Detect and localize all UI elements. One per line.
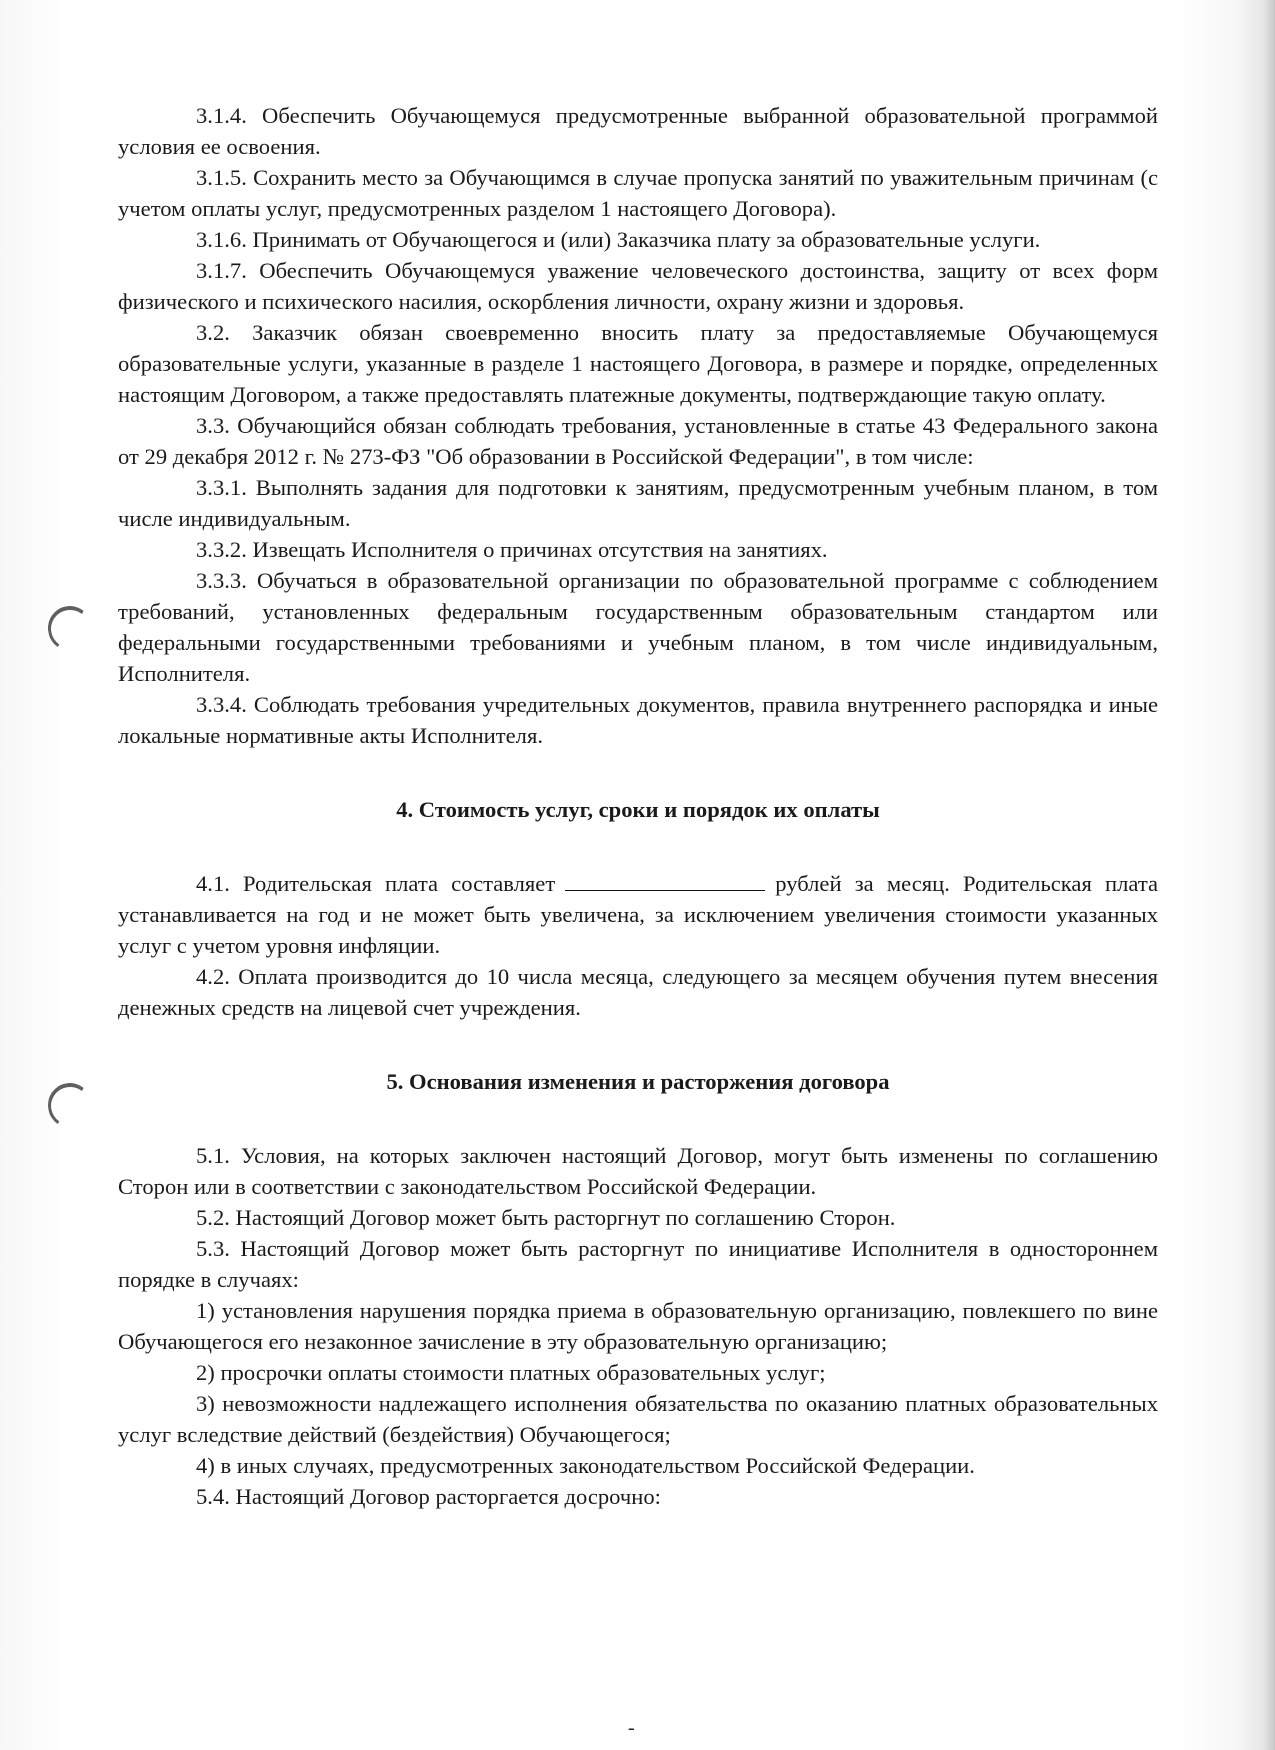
section-4-heading: 4. Стоимость услуг, сроки и порядок их оплаты xyxy=(396,797,880,822)
paragraph-3-1-5: 3.1.5. Сохранить место за Обучающимся в случае пропуска занятий по уважительным причинам (с учетом оплаты услуг, предусмотренных разделом 1 настоящего Договора). xyxy=(118,165,1158,221)
paragraph-5-1: 5.1. Условия, на которых заключен настоящий Договор, могут быть изменены по соглашению Сторон или в соответствии с законодательством Российской Федерации. xyxy=(118,1143,1158,1199)
paragraph-3-2: 3.2. Заказчик обязан своевременно вносить плату за предоставляемые Обучающемуся образовательные услуги, указанные в разделе 1 настоящего Договора, в размере и порядке, определенных настоящим Договором, а также предоставлять платежные документы, подтверждающие такую оплату. xyxy=(118,320,1158,407)
paragraph-3-3-1: 3.3.1. Выполнять задания для подготовки к занятиям, предусмотренным учебным планом, в том числе индивидуальным. xyxy=(118,475,1158,531)
paragraph-3-3-4: 3.3.4. Соблюдать требования учредительных документов, правила внутреннего распорядка и иные локальные нормативные акты Исполнителя. xyxy=(118,692,1158,748)
paragraph-3-1-4: 3.1.4. Обеспечить Обучающемуся предусмотренные выбранной образовательной программой условия ее освоения. xyxy=(118,103,1158,159)
list-item-5-3-4: 4) в иных случаях, предусмотренных законодательством Российской Федерации. xyxy=(196,1453,975,1478)
paragraph-3-1-6: 3.1.6. Принимать от Обучающегося и (или) Заказчика плату за образовательные услуги. xyxy=(196,227,1041,252)
page-edge-shadow xyxy=(1235,0,1275,1750)
list-item-5-3-1: 1) установления нарушения порядка приема в образовательную организацию, повлекшего по вине Обучающегося его незаконное зачисление в эту образовательную организацию; xyxy=(118,1298,1158,1354)
paragraph-5-3: 5.3. Настоящий Договор может быть расторгнут по инициативе Исполнителя в одностороннем порядке в случаях: xyxy=(118,1236,1158,1292)
paragraph-3-1-7: 3.1.7. Обеспечить Обучающемуся уважение человеческого достоинства, защиту от всех форм физического и психического насилия, оскорбления личности, охрану жизни и здоровья. xyxy=(118,258,1158,314)
punch-hole-mark xyxy=(44,1080,95,1132)
contract-text xyxy=(118,100,1158,1512)
list-item-5-3-3: 3) невозможности надлежащего исполнения обязательства по оказанию платных образовательных услуг вследствие действий (бездействия) Обучающегося; xyxy=(118,1391,1158,1447)
paragraph-4-1-lead: 4.1. Родительская плата составляет xyxy=(196,871,556,896)
paragraph-5-2: 5.2. Настоящий Договор может быть расторгнут по соглашению Сторон. xyxy=(196,1205,896,1230)
paragraph-4-1 xyxy=(118,868,1158,961)
paragraph-3-3-3: 3.3.3. Обучаться в образовательной организации по образовательной программе с соблюдением требований, установленных федеральным государственным образовательным стандартом или федеральными государственными требованиями и учебным планом, в том числе индивидуальным, Исполнителя. xyxy=(118,568,1158,686)
list-item-5-3-2: 2) просрочки оплаты стоимости платных образовательных услуг; xyxy=(196,1360,826,1385)
page-marker: - xyxy=(628,1717,635,1739)
section-5-heading: 5. Основания изменения и расторжения договора xyxy=(386,1069,890,1094)
paragraph-4-1-rest: рублей за месяц. Родительская плата устанавливается на год и не может быть увеличена, за исключением увеличения стоимости указанных услуг с учетом уровня инфляции. xyxy=(118,871,1158,958)
punch-hole-mark xyxy=(44,603,95,655)
paragraph-3-3-2: 3.3.2. Извещать Исполнителя о причинах отсутствия на занятиях. xyxy=(196,537,828,562)
paragraph-3-3: 3.3. Обучающийся обязан соблюдать требования, установленные в статье 43 Федерального закона от 29 декабря 2012 г. № 273-ФЗ "Об образовании в Российской Федерации", в том числе: xyxy=(118,413,1158,469)
fee-amount-blank xyxy=(565,870,765,891)
paragraph-5-4: 5.4. Настоящий Договор расторгается досрочно: xyxy=(196,1484,661,1509)
paragraph-4-2: 4.2. Оплата производится до 10 числа месяца, следующего за месяцем обучения путем внесения денежных средств на лицевой счет учреждения. xyxy=(118,964,1158,1020)
